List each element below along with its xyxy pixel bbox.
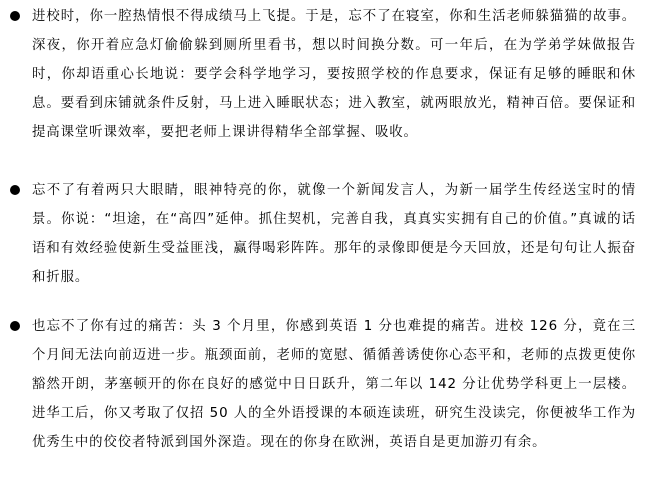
bullet-icon [10,185,20,195]
paragraph-text: 进校时，你一腔热情恨不得成绩马上飞提。于是，忘不了在寝室，你和生活老师躲猫猫的故事。深夜，你开着应急灯偷偷躲到厕所里看书，想以时间换分数。可一年后，在为学弟学妹做报告时，你却语重心长地说：要学会科学地学习，要按照学校的作息要求，保证有足够的睡眠和休息。要看到床铺就条件反射，马上进入睡眠状态；进入教室，就两眼放光，精神百倍。要保证和提高课堂听课效率，要把老师上课讲得精华全部掌握、吸收。 [32,9,636,140]
bullet-icon [10,11,20,21]
paragraph-text: 忘不了有着两只大眼睛，眼神特亮的你，就像一个新闻发言人，为新一届学生传经送宝时的情景。你说：“坦途，在“高四”延伸。抓住契机，完善自我，真真实实拥有自己的价值。”真诚的话语和有效经验使新生受益匪浅，赢得喝彩阵阵。那年的录像即便是今天回放，还是句句让人振奋和折服。 [32,183,636,285]
bullet-icon [10,321,20,331]
paragraph-text: 也忘不了你有过的痛苦：头 3 个月里，你感到英语 1 分也难提的痛苦。进校 126 分，竟在三个月间无法向前迈进一步。瓶颈面前，老师的宽慰、循循善诱使你心态平和，老师的点拨更使你豁然开朗，茅塞顿开的你在良好的感觉中日日跃升，第二年以 142 分让优势学科更上一层楼。进华工后，你又考取了仅招 50 人的全外语授课的本硕连读班，研究生没读完，你便被华工作为优秀生中的佼佼者特派到国外深造。现在的你身在欧洲，英语自是更加游刃有余。 [32,319,636,450]
